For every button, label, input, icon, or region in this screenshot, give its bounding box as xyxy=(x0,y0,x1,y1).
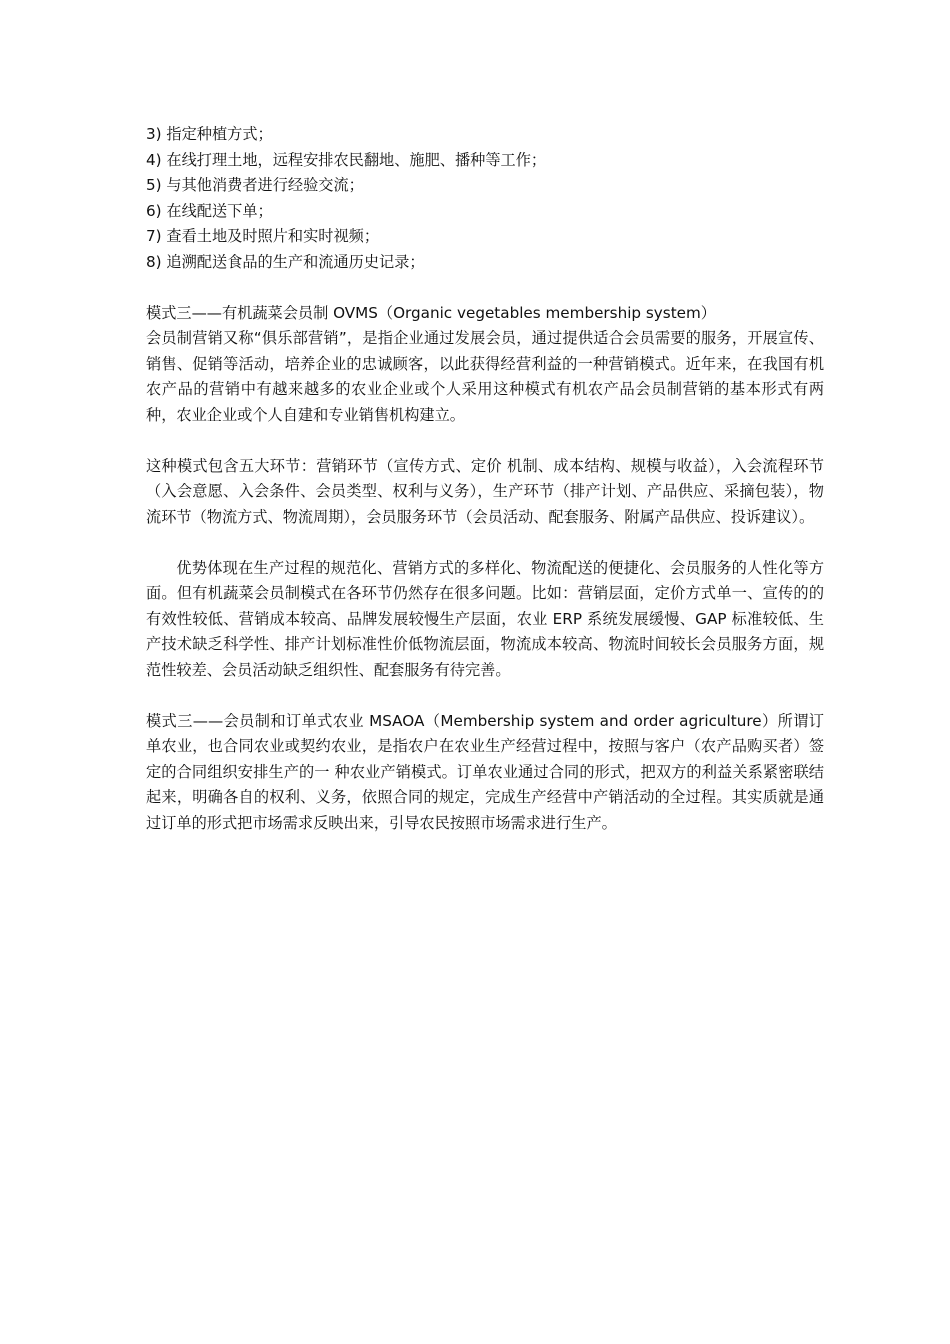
spacer xyxy=(146,428,824,454)
section-msaoa xyxy=(146,709,824,837)
spacer xyxy=(146,683,824,709)
paragraph-five-stages: 这种模式包含五大环节：营销环节（宣传方式、定价 机制、成本结构、规模与收益），入会流程环节（入会意愿、入会条件、会员类型、权利与义务），生产环节（排产计划、产品供应、采摘包装），物流环节（物流方式、物流周期），会员服务环节（会员活动、配套服务、附属产品供应、投诉建议）。 xyxy=(146,456,824,526)
document-content xyxy=(146,122,824,836)
list-item: 5) 与其他消费者进行经验交流； xyxy=(146,176,364,194)
list-item: 8) 追溯配送食品的生产和流通历史记录； xyxy=(146,252,425,271)
section-heading-ovms: 模式三——有机蔬菜会员制 OVMS（Organic vegetables membership system） xyxy=(146,303,716,322)
paragraph-advantages-problems: 优势体现在生产过程的规范化、营销方式的多样化、物流配送的便捷化、会员服务的人性化等方面。但有机蔬菜会员制模式在各环节仍然存在很多问题。比如：营销层面，定价方式单一、宣传的的有效性较低、营销成本较高、品牌发展较慢生产层面，农业 ERP 系统发展缓慢、GAP 标准较低、生产技术缺乏科学性、排产计划标准性价低物流层面，物流成本较高、物流时间较长会员服务方面，规范性较差、会员活动缺乏组织性、配套服务有待完善。 xyxy=(146,558,824,679)
list-item: 3) 指定种植方式； xyxy=(146,125,273,143)
feature-list xyxy=(146,122,824,275)
paragraph-order-agriculture: 模式三——会员制和订单式农业 MSAOA（Membership system and order agriculture）所谓订单农业，也合同农业或契约农业，是指农户在农业生产经营过程中，按照与客户（农产品购买者）签定的合同组织安排生产的一 种农业产销模式。订单农业通过合同的形式，把双方的利益关系紧密联结起来，明确各自的权利、义务，依照合同的规定，完成生产经营中产销活动的全过程。其实质就是通过订单的形式把市场需求反映出来，引导农民按照市场需求进行生产。 xyxy=(146,711,824,832)
list-item: 6) 在线配送下单； xyxy=(146,201,273,220)
list-item: 7) 查看土地及时照片和实时视频； xyxy=(146,227,380,245)
list-item: 4) 在线打理土地，远程安排农民翻地、施肥、播种等工作； xyxy=(146,150,547,169)
section-ovms xyxy=(146,301,824,684)
paragraph-membership-marketing: 会员制营销又称“俱乐部营销”，是指企业通过发展会员，通过提供适合会员需要的服务，开展宣传、销售、促销等活动，培养企业的忠诚顾客，以此获得经营利益的一种营销模式。近年来，在我国有机农产品的营销中有越来越多的农业企业或个人采用这种模式有机农产品会员制营销的基本形式有两种，农业企业或个人自建和专业销售机构建立。 xyxy=(146,329,824,424)
spacer xyxy=(146,275,824,301)
spacer xyxy=(146,530,824,556)
